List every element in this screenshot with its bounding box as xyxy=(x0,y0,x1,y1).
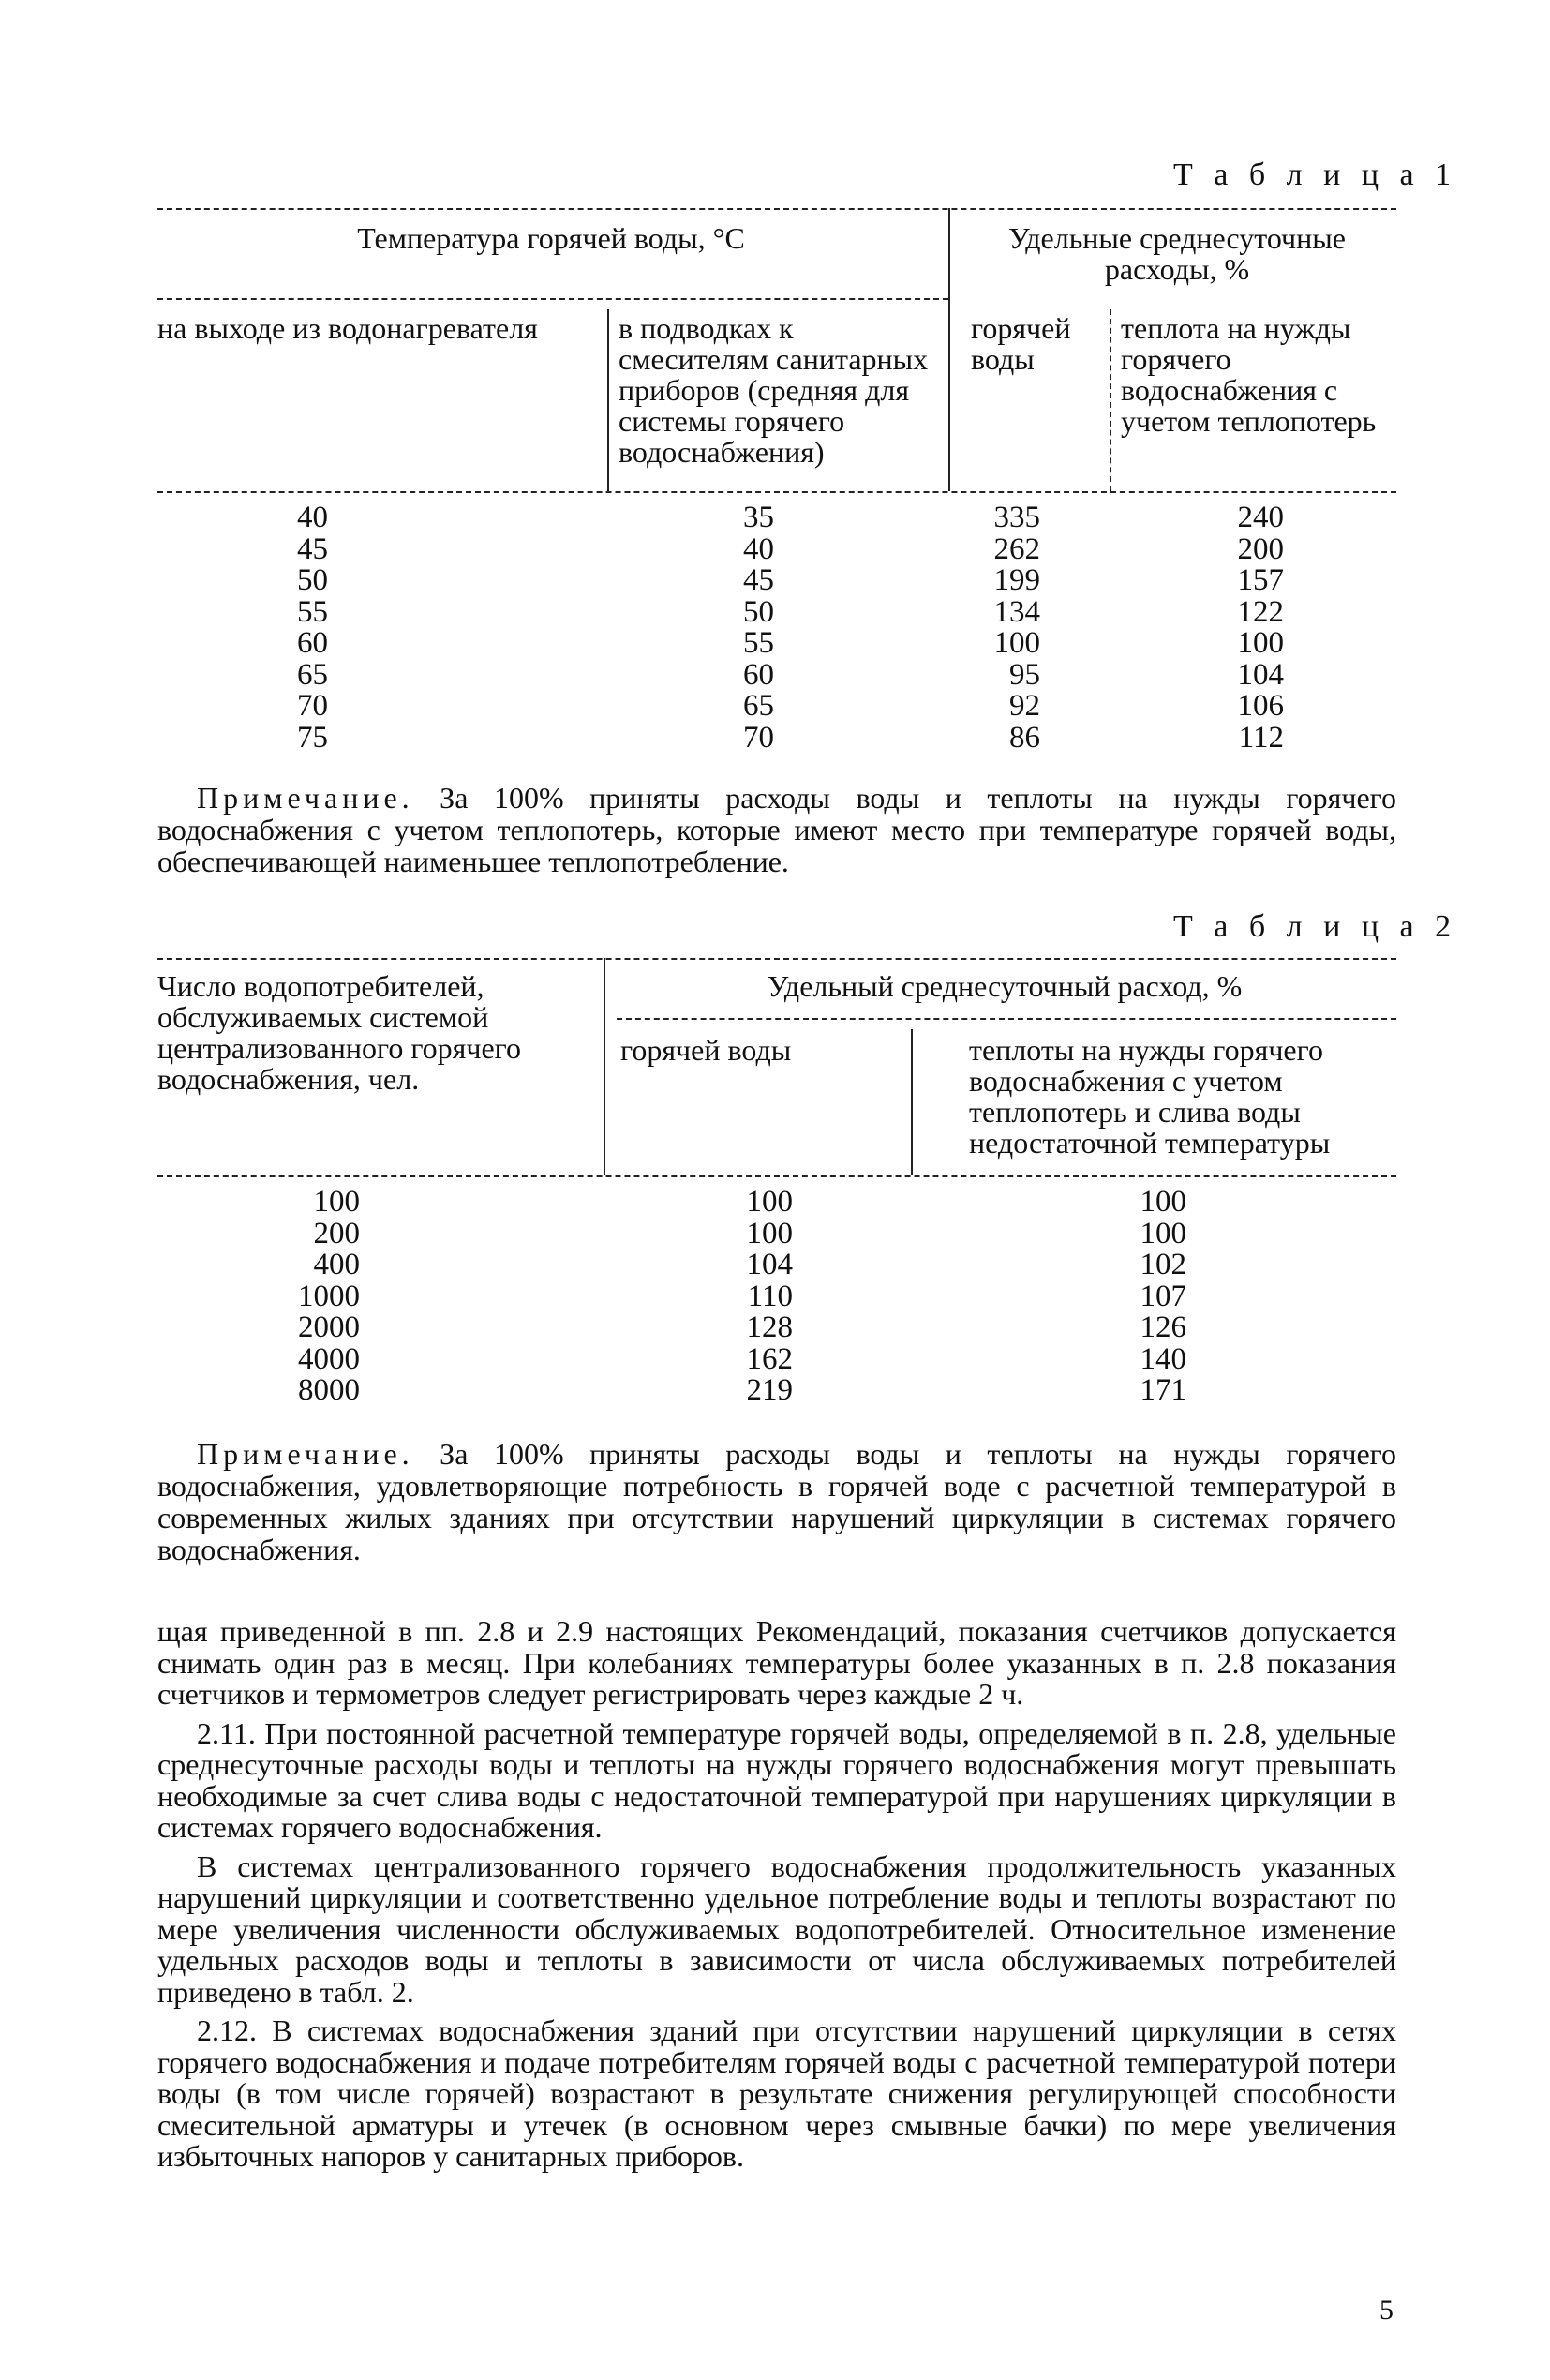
table1-sub-mixers: в подводках к смесителям санитарных приборов (средняя для системы горячего водоснабжения) xyxy=(619,311,929,469)
table2-sub-hot-water: горячей воды xyxy=(620,1033,792,1067)
table-cell: 100 xyxy=(1140,1185,1186,1219)
table-cell: 8000 xyxy=(298,1373,360,1407)
table-cell: 50 xyxy=(743,594,774,629)
note-text: За 100% приняты расходы воды и теплоты на нужды горячего водоснабжения с учетом теплопотерь, которые имеют место при температуре горячей воды, обеспечивающей наименьшее теплопотребление. xyxy=(157,781,1396,878)
table-cell: 171 xyxy=(1140,1373,1186,1407)
table2-divider-main xyxy=(604,958,605,1175)
table-cell: 45 xyxy=(297,531,328,566)
table1-divider-main xyxy=(948,208,950,491)
table-cell: 219 xyxy=(746,1373,793,1407)
table-cell: 102 xyxy=(1140,1248,1186,1281)
page-number: 5 xyxy=(1379,2295,1394,2326)
body-text xyxy=(157,1616,1396,2180)
table1-sub-outlet: на выходе из водонагревателя xyxy=(157,311,538,345)
table-cell: 100 xyxy=(993,626,1040,660)
table-cell: 106 xyxy=(1237,689,1284,723)
table1-header-temp: Температура горячей воды, °С xyxy=(357,221,745,255)
table-cell: 45 xyxy=(743,563,774,597)
table2-caption: Т а б л и ц а 2 xyxy=(1173,909,1458,944)
table1-sub-heat: теплота на нужды горячего водоснабжения с учетом теплопотерь xyxy=(1121,311,1377,438)
table2-sub-heat: теплоты на нужды горячего водоснабжения с учетом теплопотерь и слива воды недостаточной температуры xyxy=(969,1033,1331,1160)
table-cell: 100 xyxy=(313,1185,360,1219)
table-cell: 157 xyxy=(1237,563,1284,597)
table-cell: 4000 xyxy=(298,1341,360,1376)
table2-header-consumers: Число водопотребителей, обслуживаемых системой централизованного горячего водоснабжения, чел. xyxy=(157,969,521,1096)
table-cell: 335 xyxy=(993,501,1040,534)
note-label: Примечание. xyxy=(197,781,414,815)
table-cell: 40 xyxy=(743,531,774,566)
table1-caption: Т а б л и ц а 1 xyxy=(1173,157,1458,192)
table-cell: 100 xyxy=(746,1216,793,1250)
table-cell: 70 xyxy=(743,720,774,755)
table-cell: 200 xyxy=(313,1216,360,1250)
table-cell: 199 xyxy=(993,563,1040,597)
table-cell: 162 xyxy=(746,1341,793,1376)
table2-col-heat xyxy=(1111,1187,1186,1407)
table-cell: 60 xyxy=(743,657,774,692)
table1-divider-sub1 xyxy=(607,309,609,491)
table1-col-outlet xyxy=(272,502,328,754)
table1-bottom-rule xyxy=(157,491,1396,493)
table1-divider-sub2 xyxy=(1110,309,1111,491)
table-cell: 200 xyxy=(1237,531,1284,566)
table-cell: 60 xyxy=(297,626,328,660)
table-cell: 86 xyxy=(1009,720,1040,755)
table2-col-consumers xyxy=(266,1187,360,1407)
table-cell: 104 xyxy=(1237,657,1284,692)
table-cell: 262 xyxy=(993,531,1040,566)
table1-mid-rule xyxy=(157,298,948,300)
table-cell: 240 xyxy=(1237,501,1284,534)
table2-header-specific: Удельный среднесуточный расход, % xyxy=(767,969,1243,1003)
table-cell: 112 xyxy=(1238,720,1284,755)
table1-sub-hot-water: горячей воды xyxy=(971,311,1071,376)
table1-col-hot xyxy=(965,502,1040,754)
paragraph: щая приведенной в пп. 2.8 и 2.9 настоящих Рекомендаций, показания счетчиков допускается снимать один раз в месяц. При колебаниях температуры более указанных в п. 2.8 показания счетчиков и термометров следует регистрировать через каждые 2 ч. xyxy=(157,1614,1396,1711)
table-cell: 110 xyxy=(747,1279,793,1313)
table1-top-rule xyxy=(157,208,1396,210)
table1-col-mixer xyxy=(718,502,774,754)
table-cell: 75 xyxy=(297,720,328,755)
table-cell: 95 xyxy=(1009,657,1040,692)
note-text: За 100% приняты расходы воды и теплоты на нужды горячего водоснабжения, удовлетворяющие потребность в горячей воде с расчетной температурой в современных жилых зданиях при отсутствии нарушений циркуляции в системах горячего водоснабжения. xyxy=(157,1437,1396,1566)
table-cell: 1000 xyxy=(298,1279,360,1313)
table2-note xyxy=(157,1438,1396,1565)
table-cell: 55 xyxy=(297,594,328,629)
table2-divider-sub xyxy=(911,1029,913,1175)
table-cell: 100 xyxy=(1237,626,1284,660)
table-cell: 50 xyxy=(297,563,328,597)
table-cell: 92 xyxy=(1009,689,1040,723)
paragraph: 2.12. В системах водоснабжения зданий при отсутствии нарушений циркуляции в сетях горячего водоснабжения и подаче потребителям горячей воды с расчетной температурой потери воды (в том числе горячей) возрастают в результате снижения регулирующей способности смесительной арматуры и утечек (в основном через смывные бачки) по мере увеличения избыточных напоров у санитарных приборов. xyxy=(157,2013,1396,2173)
table-cell: 122 xyxy=(1237,594,1284,629)
table-cell: 65 xyxy=(743,689,774,723)
table-cell: 40 xyxy=(297,501,328,534)
table-cell: 65 xyxy=(297,657,328,692)
table-cell: 55 xyxy=(743,626,774,660)
table2-col-hot xyxy=(718,1187,793,1407)
table1-col-heat xyxy=(1209,502,1284,754)
table-cell: 2000 xyxy=(298,1310,360,1344)
table-cell: 140 xyxy=(1140,1341,1186,1376)
table-cell: 126 xyxy=(1140,1310,1186,1344)
table-cell: 100 xyxy=(1140,1216,1186,1250)
table-cell: 35 xyxy=(743,501,774,534)
table2-bottom-rule xyxy=(157,1175,1396,1177)
table1-note xyxy=(157,782,1396,877)
paragraph: 2.11. При постоянной расчетной температуре горячей воды, определяемой в п. 2.8, удельные среднесуточные расходы воды и теплоты на нужды горячего водоснабжения могут превышать необходимые за счет слива воды с недостаточной температурой при нарушениях циркуляции в системах горячего водоснабжения. xyxy=(157,1715,1396,1844)
table-cell: 70 xyxy=(297,689,328,723)
table-cell: 400 xyxy=(313,1248,360,1281)
table2-top-rule xyxy=(157,958,1396,960)
table1-header-specific: Удельные среднесуточные расходы, % xyxy=(1008,221,1346,286)
table-cell: 128 xyxy=(746,1310,793,1344)
table-cell: 134 xyxy=(993,594,1040,629)
table-cell: 107 xyxy=(1140,1279,1186,1313)
note-label: Примечание. xyxy=(197,1437,414,1471)
table2-mid-rule xyxy=(617,1018,1396,1020)
table-cell: 100 xyxy=(746,1185,793,1219)
table-cell: 104 xyxy=(746,1248,793,1281)
paragraph: В системах централизованного горячего водоснабжения продолжительность указанных нарушений циркуляции и соответственно удельное потребление воды и теплоты возрастают по мере увеличения численности обслуживаемых водопотребителей. Относительное изменение удельных расходов воды и теплоты в зависимости от числа обслуживаемых потребителей приведено в табл. 2. xyxy=(157,1849,1396,2009)
